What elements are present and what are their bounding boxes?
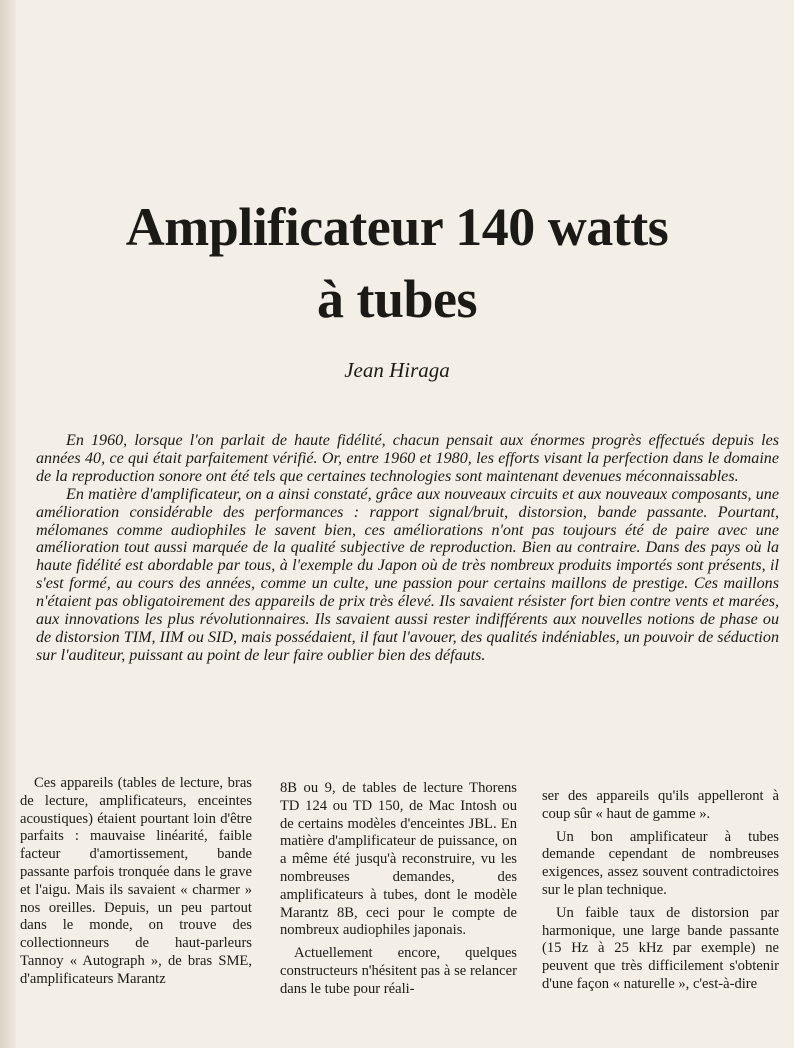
body-paragraph: Un bon amplificateur à tubes demande cependant de nombreuses exigences, assez souvent contradictoires sur le plan technique. bbox=[542, 828, 779, 898]
article-title-line-2: à tubes bbox=[316, 269, 478, 329]
intro-paragraph-2: En matière d'amplificateur, on a ainsi constaté, grâce aux nouveaux circuits et aux nouveaux composants, une amélioration considérable des performances : rapport signal/bruit, distorsion, bande passante. Pourtant, mélomanes comme audiophiles le savent bien, ces améliorations n'ont pas toujours été de paire avec une amélioration tout aussi marquée de la qualité subjective de reproduction. Bien au contraire. Dans des pays où la haute fidélité est abordable par tous, à l'exemple du Japon où de très nombreux produits importés sont présents, il s'est formé, au cours des années, comme un culte, une passion pour certains maillons de prestige. Ces maillons n'étaient pas obligatoirement des appareils de prix très élevé. Ils savaient résister fort bien contre vents et marées, aux innovations les plus révolutionnaires. Ils savaient aussi rester indifférents aux nouvelles notions de phase ou de distorsion TIM, IIM ou SID, mais possédaient, il faut l'avouer, des qualités indéniables, un pouvoir de séduction sur l'auditeur, puissant au point de leur faire oublier bien des défauts. bbox=[36, 485, 779, 664]
body-column-2 bbox=[280, 780, 517, 1004]
page-edge-shadow bbox=[0, 0, 16, 1048]
body-paragraph: Un faible taux de distorsion par harmonique, une large bande passante (15 Hz à 25 kHz par exemple) ne peuvent que très difficilement s'obtenir d'une façon « naturelle », c'est-à-dire bbox=[542, 904, 779, 992]
body-column-1 bbox=[20, 775, 252, 994]
body-column-3 bbox=[542, 788, 779, 999]
body-paragraph-continued: ser des appareils qu'ils appelleront à coup sûr « haut de gamme ». bbox=[542, 788, 779, 822]
body-paragraph-continued: 8B ou 9, de tables de lecture Thorens TD 124 ou TD 150, de Mac Intosh ou de certains modèles d'enceintes JBL. En matière d'amplificateur de puissance, on a même été jusqu'à reconstruire, vu les nombreuses demandes, des amplificateurs à tubes, dont le modèle Marantz 8B, ceci pour le compte de nombreux audiophiles japonais. bbox=[280, 780, 517, 939]
intro-chapeau bbox=[36, 432, 779, 665]
body-paragraph: Ces appareils (tables de lecture, bras de lecture, amplificateurs, enceintes acoustiques) étaient pourtant loin d'être parfaits : mauvaise linéarité, faible facteur d'amortissement, bande passante parfois tronquée dans le grave et l'aigu. Mais ils savaient « charmer » nos oreilles. Depuis, un peu partout dans le monde, on trouve des collectionneurs de haut-parleurs Tannoy « Autograph », de bras SME, d'amplificateurs Marantz bbox=[20, 775, 252, 987]
intro-paragraph-1: En 1960, lorsque l'on parlait de haute fidélité, chacun pensait aux énormes progrès effectués depuis les années 40, ce qui était parfaitement vérifié. Or, entre 1960 et 1980, les efforts visant la perfection dans le domaine de la reproduction sonore ont été tels que certaines technologies sont maintenant devenues méconnaissables. bbox=[36, 432, 779, 485]
body-paragraph: Actuellement encore, quelques constructeurs n'hésitent pas à se relancer dans le tube pour réali- bbox=[280, 945, 517, 997]
author-byline: Jean Hiraga bbox=[344, 358, 450, 382]
article-title-line-1: Amplificateur 140 watts bbox=[125, 197, 669, 257]
